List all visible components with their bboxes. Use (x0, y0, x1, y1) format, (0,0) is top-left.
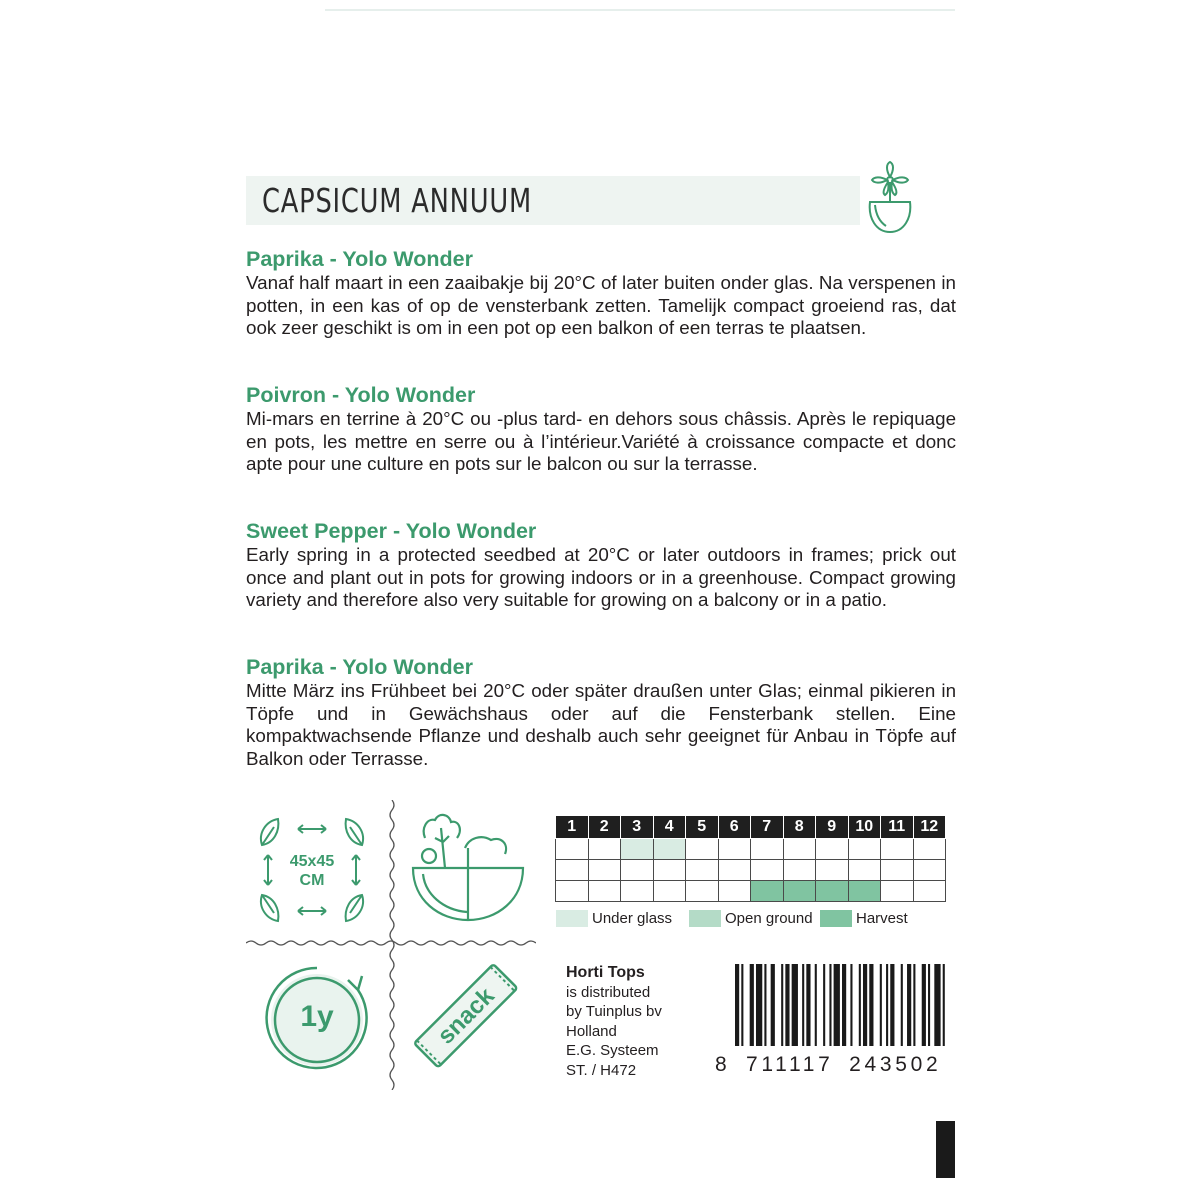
brand-name: Horti Tops (566, 964, 645, 981)
distributor-line: ST. / H472 (566, 1061, 637, 1079)
vegetable-bowl-icon (405, 808, 530, 928)
heading-french: Poivron - Yolo Wonder (246, 383, 476, 407)
text-line: Mi-mars en terrine à 20°C ou -plus tard- en dehors sous châssis. Après le (246, 408, 867, 429)
month-cell: 12 (913, 816, 946, 839)
barcode-bar (756, 964, 762, 1046)
month-cell: 4 (653, 816, 686, 839)
text-line: Early spring in a protected seedbed at 20°C or later outdoors in frames; (246, 544, 874, 565)
text-line: prick out once and plant out in pots for growing indoors or in a greenhouse. (246, 544, 957, 588)
calendar-cell (848, 839, 881, 860)
barcode-bar (806, 964, 810, 1046)
barcode-bar (886, 964, 888, 1046)
month-cell: 1 (556, 816, 589, 839)
calendar-cell (556, 860, 589, 881)
barcode-bar (943, 964, 945, 1046)
calendar-cell (686, 881, 719, 902)
distributor-info (566, 963, 662, 1080)
barcode-bar (901, 964, 903, 1046)
heading-english: Sweet Pepper - Yolo Wonder (246, 519, 537, 543)
calendar-cell (588, 881, 621, 902)
text-line: balcony or in a patio. (713, 589, 888, 610)
distributor-line: Holland (566, 1022, 617, 1040)
calendar-cell (653, 860, 686, 881)
barcode-bar (863, 964, 867, 1046)
barcode-first-digit: 8 (715, 1053, 731, 1076)
spacing-unit: CM (299, 872, 325, 889)
barcode-group-2: 243502 (849, 1053, 942, 1076)
month-cell: 11 (881, 816, 914, 839)
legend-label-harvest: Harvest (856, 910, 908, 927)
text-line: Mitte März ins Frühbeet bei 20°C oder später draußen unter Glas; einmal (246, 680, 864, 701)
text-line: compacte et donc apte pour une culture en pots sur le balcon ou sur la (246, 430, 956, 474)
month-cell: 7 (751, 816, 784, 839)
barcode-bar (735, 964, 739, 1046)
barcode-bar (850, 964, 852, 1046)
month-cell: 2 (588, 816, 621, 839)
flower-pot-icon (862, 160, 918, 236)
calendar-row-open-ground (556, 860, 946, 881)
calendar-cell (881, 881, 914, 902)
calendar-cell (783, 860, 816, 881)
month-cell: 3 (621, 816, 654, 839)
calendar-cell (816, 881, 849, 902)
calendar-cell (686, 860, 719, 881)
text-line: Vanaf half maart in een zaaibakje bij 20°C of later buiten onder glas. Na (246, 272, 843, 293)
description-french (246, 383, 956, 476)
calendar-cell (621, 860, 654, 881)
legend-swatch-open-ground (689, 910, 721, 927)
description-english (246, 519, 956, 612)
month-cell: 8 (783, 816, 816, 839)
sowing-calendar (555, 815, 946, 902)
barcode-bar (869, 964, 873, 1046)
description-german (246, 655, 956, 770)
barcode-number (715, 1053, 941, 1077)
month-cell: 5 (686, 816, 719, 839)
text-line: verspenen in potten, in een kas of op de vensterbank zetten. Tamelijk (246, 272, 956, 316)
text-line: pikieren in Töpfe und in Gewächshaus oder auf die Fensterbank stellen. Eine (246, 680, 957, 724)
calendar-cell (718, 860, 751, 881)
description-dutch (246, 247, 956, 340)
barcode-bar (815, 964, 817, 1046)
barcode-bar (922, 964, 926, 1046)
barcode-group-1: 711117 (745, 1053, 834, 1076)
spacing-label (282, 852, 342, 890)
distributor-line: E.G. Systeem (566, 1042, 659, 1059)
legend-swatch-under-glass (556, 910, 588, 927)
text-line: repiquage en pots, les mettre en serre ou à l’intérieur.Variété à croissance (246, 408, 957, 452)
legend-swatch-harvest (820, 910, 852, 927)
month-cell: 6 (718, 816, 751, 839)
calendar-cell (848, 881, 881, 902)
legend-label-under-glass: Under glass (592, 910, 673, 927)
barcode-bar (764, 964, 766, 1046)
text-line: Compact growing variety and therefore also very suitable for growing on a (246, 566, 956, 610)
text-line: kompaktwachsende Pflanze und deshalb auch sehr geeignet für Anbau in (246, 725, 870, 746)
barcode-bar (771, 964, 775, 1046)
calendar-months-row (556, 816, 946, 839)
distributor-line: is distributed (566, 983, 651, 1001)
barcode-bar (741, 964, 743, 1046)
species-name: CAPSICUM ANNUUM (262, 181, 532, 220)
text-french (246, 408, 956, 476)
calendar-cell (751, 839, 784, 860)
calendar-cell (913, 839, 946, 860)
wavy-divider-horizontal (246, 939, 536, 947)
calendar-cell (881, 839, 914, 860)
heading-dutch: Paprika - Yolo Wonder (246, 247, 473, 271)
barcode-bar (890, 964, 894, 1046)
calendar-cell (621, 839, 654, 860)
barcode-bar (928, 964, 930, 1046)
month-cell: 9 (816, 816, 849, 839)
snack-label: snack (432, 982, 500, 1050)
barcode-bar (842, 964, 846, 1046)
calendar-cell (751, 881, 784, 902)
calendar-cell (686, 839, 719, 860)
distributor-line: by Tuinplus bv (566, 1003, 662, 1020)
barcode-bar (907, 964, 911, 1046)
calendar-cell (816, 860, 849, 881)
top-divider (325, 9, 955, 11)
calendar-cell (588, 839, 621, 860)
calendar-cell (718, 881, 751, 902)
calendar-cell (556, 881, 589, 902)
calendar-cell (848, 860, 881, 881)
barcode-bar (880, 964, 882, 1046)
barcode-bar (750, 964, 754, 1046)
barcode-bar (823, 964, 825, 1046)
calendar-cell (653, 881, 686, 902)
calendar-cell (913, 881, 946, 902)
lifespan-label: 1y (300, 1000, 334, 1033)
barcode-bar (913, 964, 915, 1046)
barcode-bar (785, 964, 789, 1046)
heading-german: Paprika - Yolo Wonder (246, 655, 473, 679)
print-registration-mark (936, 1121, 955, 1178)
calendar-row-harvest (556, 881, 946, 902)
barcode-icon (735, 964, 949, 1046)
calendar-cell (913, 860, 946, 881)
text-german (246, 680, 956, 770)
calendar-cell (621, 881, 654, 902)
barcode-bar (781, 964, 783, 1046)
barcode-bar (859, 964, 861, 1046)
barcode-bar (802, 964, 804, 1046)
calendar-cell (881, 860, 914, 881)
barcode-bar (934, 964, 940, 1046)
legend-label-open-ground: Open ground (725, 910, 813, 927)
text-line: compact groeiend ras, dat ook zeer geschikt is om in een pot op een balkon (246, 294, 957, 338)
barcode-bar (792, 964, 798, 1046)
calendar-cell (783, 839, 816, 860)
text-english (246, 544, 956, 612)
calendar-cell (718, 839, 751, 860)
calendar-cell (751, 860, 784, 881)
barcode-bar (834, 964, 840, 1046)
calendar-cell (783, 881, 816, 902)
text-dutch (246, 272, 956, 340)
calendar-row-under-glass (556, 839, 946, 860)
text-line: Töpfe auf Balkon oder Terrasse. (246, 725, 957, 769)
calendar-cell (653, 839, 686, 860)
text-line: terrasse. (684, 453, 758, 474)
calendar-cell (588, 860, 621, 881)
calendar-cell (556, 839, 589, 860)
month-cell: 10 (848, 816, 881, 839)
calendar-cell (816, 839, 849, 860)
text-line: of een terras te plaatsen. (658, 317, 867, 338)
barcode-bar (829, 964, 831, 1046)
snack-bar-icon (405, 955, 525, 1075)
spacing-value: 45x45 (289, 853, 335, 870)
